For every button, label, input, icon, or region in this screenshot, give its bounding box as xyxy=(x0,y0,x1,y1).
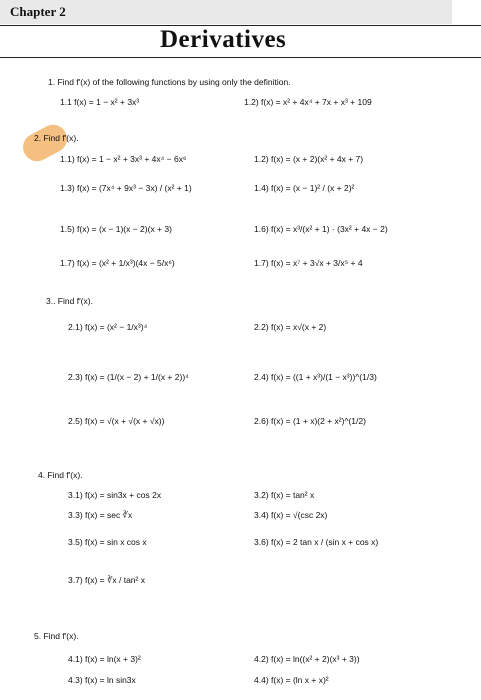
q5-item-1: 4.1) f(x) = ln(x + 3)² xyxy=(68,654,141,664)
q1-item-1: 1.1 f(x) = 1 − x² + 3x³ xyxy=(60,97,140,107)
q4-item-4: 3.4) f(x) = √(csc 2x) xyxy=(254,510,328,520)
q3-item-2: 2.2) f(x) = x√(x + 2) xyxy=(254,322,327,332)
top-rule xyxy=(0,25,481,26)
q5-heading: 5. Find f′(x). xyxy=(34,631,79,641)
q4-item-1: 3.1) f(x) = sin3x + cos 2x xyxy=(68,490,162,500)
q4-item-7: 3.7) f(x) = ∛x / tan² x xyxy=(68,575,145,585)
q2-item-2: 1.2) f(x) = (x + 2)(x² + 4x + 7) xyxy=(254,154,364,164)
q1-item-2: 1.2) f(x) = x² + 4x⁴ + 7x + x³ + 109 xyxy=(244,97,372,107)
q2-item-5: 1.5) f(x) = (x − 1)(x − 2)(x + 3) xyxy=(60,224,172,234)
q2-item-6: 1.6) f(x) = x³/(x² + 1) · (3x² + 4x − 2) xyxy=(254,224,388,234)
q5-item-2: 4.2) f(x) = ln((x² + 2)(x³ + 3)) xyxy=(254,654,360,664)
q4-item-5: 3.5) f(x) = sin x cos x xyxy=(68,537,147,547)
page-title: Derivatives xyxy=(160,26,287,53)
q3-item-1: 2.1) f(x) = (x² − 1/x³)⁴ xyxy=(68,322,148,332)
q3-heading: 3.. Find f′(x). xyxy=(46,296,93,306)
q4-item-2: 3.2) f(x) = tan² x xyxy=(254,490,315,500)
chapter-header-bar xyxy=(0,0,452,24)
q3-item-5: 2.5) f(x) = √(x + √(x + √x)) xyxy=(68,416,165,426)
chapter-label: Chapter 2 xyxy=(10,4,66,19)
q2-item-4: 1.4) f(x) = (x − 1)² / (x + 2)² xyxy=(254,183,355,193)
q2-item-3: 1.3) f(x) = (7x⁴ + 9x³ − 3x) / (x² + 1) xyxy=(60,183,192,193)
q4-item-3: 3.3) f(x) = sec ∛x xyxy=(68,510,133,520)
q2-item-8: 1.7) f(x) = x⁷ + 3√x + 3/x⁵ + 4 xyxy=(254,258,363,268)
q3-item-4: 2.4) f(x) = ((1 + x³)/(1 − x³))^(1/3) xyxy=(254,372,377,382)
q3-item-6: 2.6) f(x) = (1 + x)(2 + x²)^(1/2) xyxy=(254,416,366,426)
q4-item-6: 3.6) f(x) = 2 tan x / (sin x + cos x) xyxy=(254,537,379,547)
q5-item-3: 4.3) f(x) = ln sin3x xyxy=(68,675,136,685)
q2-item-7: 1.7) f(x) = (x² + 1/x³)(4x − 5/x⁶) xyxy=(60,258,175,268)
q1-heading: 1. Find f′(x) of the following functions by using only the definition. xyxy=(48,77,291,87)
q4-heading: 4. Find f′(x). xyxy=(38,470,83,480)
q5-item-4: 4.4) f(x) = (ln x + x)² xyxy=(254,675,329,685)
q3-item-3: 2.3) f(x) = (1/(x − 2) + 1/(x + 2))⁴ xyxy=(68,372,189,382)
q2-heading: 2. Find f′(x). xyxy=(34,133,79,143)
q2-item-1: 1.1) f(x) = 1 − x² + 3x³ + 4x⁴ − 6x⁶ xyxy=(60,154,187,164)
title-rule xyxy=(0,57,481,58)
